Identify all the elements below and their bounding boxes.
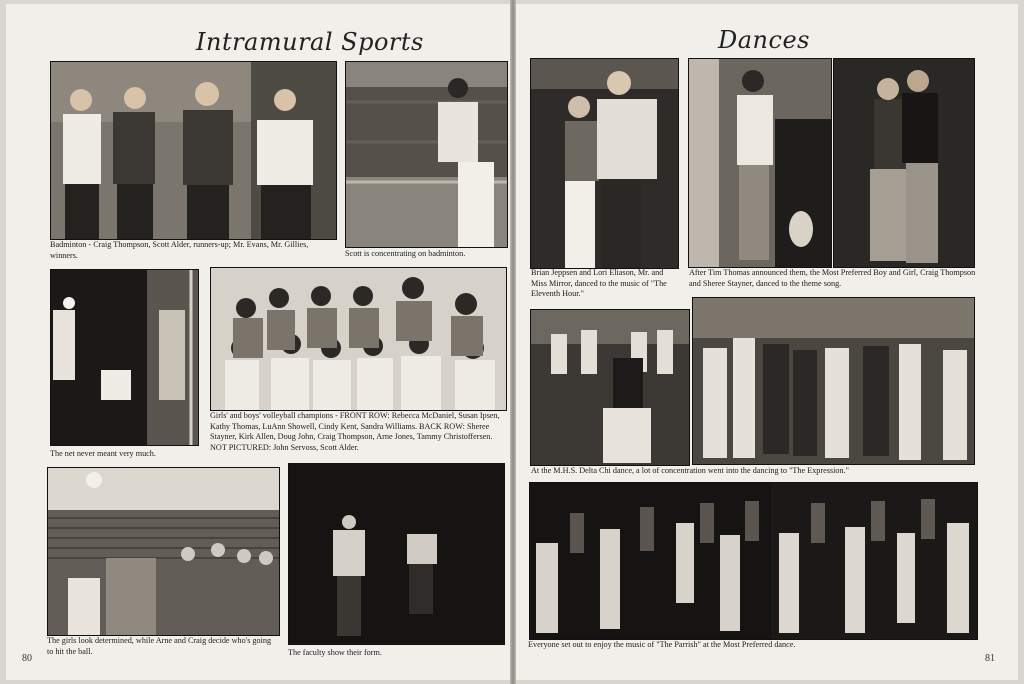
intramural-sports-heading: Intramural Sports <box>196 28 424 56</box>
net-caption: The net never meant very much. <box>50 449 156 458</box>
theme-song-announcer-photo <box>688 58 832 268</box>
parrish-caption: Everyone set out to enjoy the music of "The Parrish" at the Most Preferred dance. <box>528 640 796 649</box>
mirror-dance-photo <box>530 58 679 269</box>
girls-determined-caption: The girls look determined, while Arne and Craig decide who's going to hit the ball. <box>47 636 272 656</box>
volleyball-champions-caption: Girls' and boys' volleyball champions - FRONT ROW: Rebecca McDaniel, Susan Ipsen, Kathy Thomas, LuAnn Showell, Cindy Kent, Sandra Williams. BACK ROW: Sheree Stayner, Kirk Allen, Doug John, Craig Thompson, Arne Jones, Tammy Christoffersen. NOT PICTURED: John Servoss, Scott Alder. <box>210 411 500 452</box>
page-number-right: 81 <box>985 653 995 664</box>
page-gutter <box>510 0 516 684</box>
faculty-caption: The faculty show their form. <box>288 648 382 657</box>
faculty-volleyball-photo <box>288 463 505 645</box>
most-preferred-couple-photo <box>833 58 975 268</box>
scott-badminton-photo <box>345 61 508 248</box>
scott-badminton-caption: Scott is concentrating on badminton. <box>345 249 466 258</box>
volleyball-champions-photo <box>210 267 507 411</box>
most-preferred-caption: After Tim Thomas announced them, the Most Preferred Boy and Girl, Craig Thompson and Sheree Stayner, danced to the theme song. <box>689 268 976 288</box>
dances-heading: Dances <box>718 26 810 54</box>
girls-volleyball-photo <box>47 467 280 636</box>
page-number-left: 80 <box>22 653 32 664</box>
badminton-group-photo <box>50 61 337 240</box>
parrish-dance-photo-2 <box>770 482 978 640</box>
volleyball-net-photo <box>50 269 199 446</box>
eleventh-hour-caption: Brian Jeppsen and Lori Eliason, Mr. and Miss Mirror, danced to the music of "The Eleventh Hour." <box>531 268 667 298</box>
badminton-winners-caption: Badminton - Craig Thompson, Scott Alder, runners-up; Mr. Evans, Mr. Gillies, winners. <box>50 240 309 260</box>
delta-chi-dance-photo-2 <box>692 297 975 465</box>
delta-chi-dance-photo-1 <box>530 309 690 466</box>
parrish-dance-photo-1 <box>529 482 771 640</box>
delta-chi-caption: At the M.H.S. Delta Chi dance, a lot of concentration went into the dancing to "The Expression." <box>531 466 849 475</box>
